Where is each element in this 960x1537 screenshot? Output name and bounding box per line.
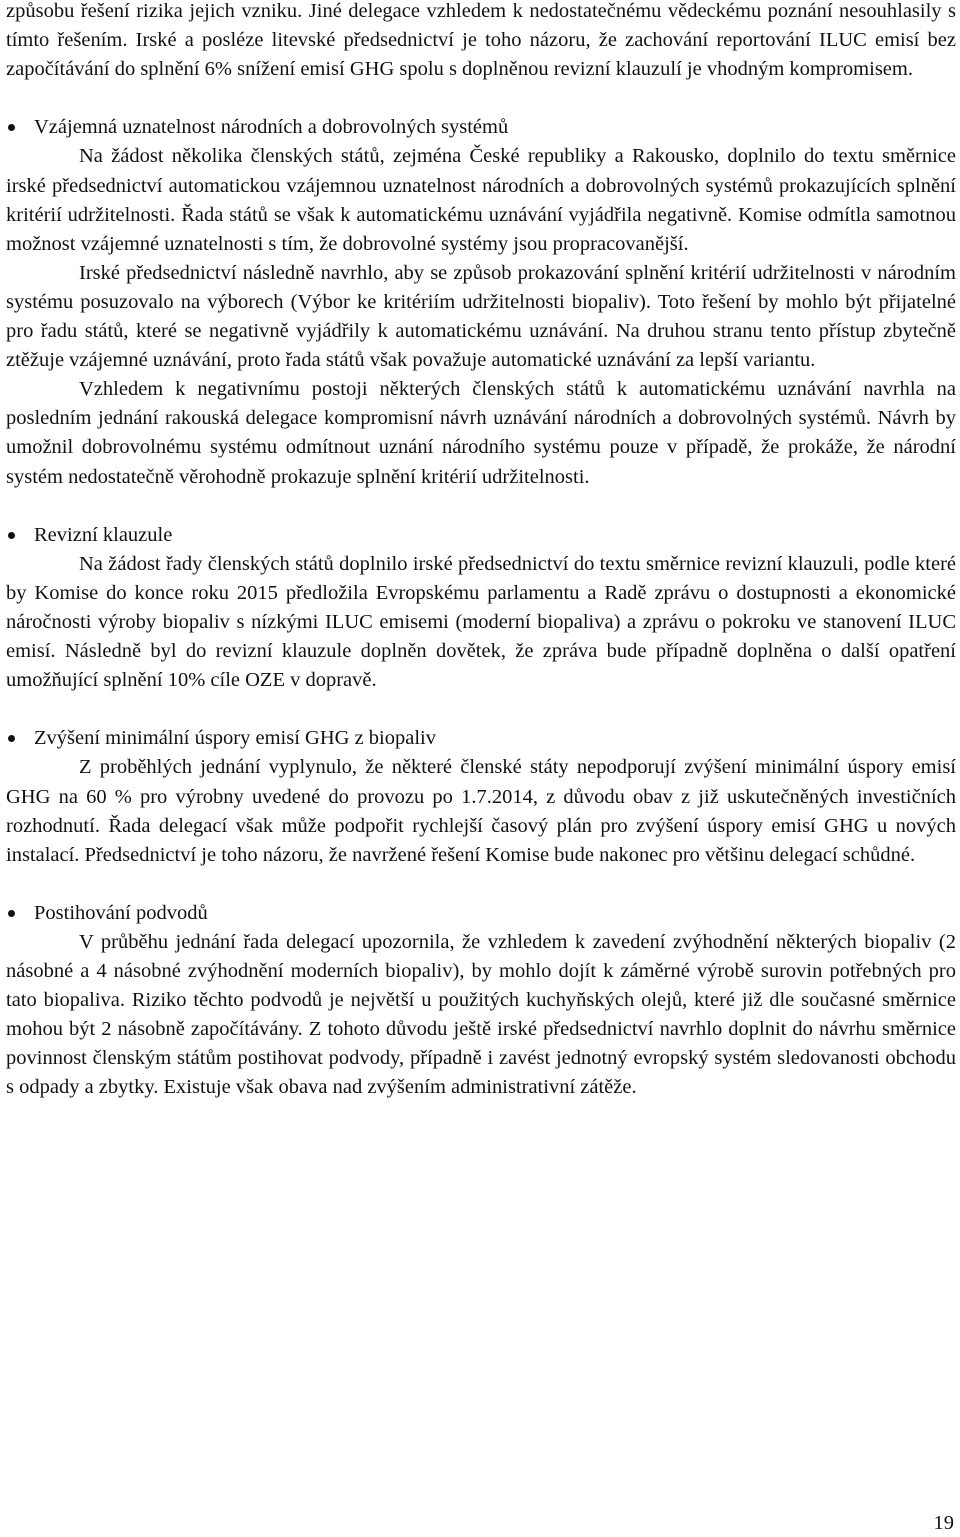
section-heading-text: Zvýšení minimální úspory emisí GHG z biopaliv [34, 727, 436, 750]
document-page [6, 0, 956, 1103]
page-number: 19 [933, 1512, 954, 1534]
intro-paragraph: způsobu řešení rizika jejich vzniku. Jiné delegace vzhledem k nedostatečnému vědeckému poznání nesouhlasily s tímto řešením. Irské a posléze litevské předsednictví je toho názoru, že zachování reportování ILUC emisí bez započítávání do splnění 6% snížení emisí GHG spolu s doplněnou revizní klauzulí je vhodným kompromisem. [6, 0, 956, 81]
section-paragraph: Na žádost několika členských států, zejména České republiky a Rakousko, doplnilo do textu směrnice irské předsednictví automatickou vzájemnou uznatelnost národních a dobrovolných systémů prokazujících splnění kritérií udržitelnosti. Řada států se však k automatickému uznávání vyjádřila negativně. Komise odmítla samotnou možnost vzájemné uznatelnosti s tím, že dobrovolné systémy jsou propracovanější. [6, 145, 956, 255]
section-heading-text: Postihování podvodů [34, 901, 208, 924]
section-heading-mutual-recognition [6, 113, 956, 142]
section-heading-fraud [6, 899, 956, 928]
section-paragraph: V průběhu jednání řada delegací upozornila, že vzhledem k zavedení zvýhodnění některých biopaliv (2 násobné a 4 násobné zvýhodnění moderních biopaliv), by mohlo dojít k záměrné výrobě surovin potřebných pro tato biopaliva. Riziko těchto podvodů je největší u použitých kuchyňských olejů, které již dle současné směrnice mohou být 2 násobně započítávány. Z tohoto důvodu ještě irské předsednictví navrhlo doplnit do návrhu směrnice povinnost členským státům postihovat podvody, případně i zavést jednotný evropský systém sledovanosti obchodu s odpady a zbytky. Existuje však obava nad zvýšením administrativní zátěže. [6, 931, 956, 1099]
section-heading-text: Revizní klauzule [34, 523, 173, 546]
section-heading-ghg-savings [6, 724, 956, 753]
section-paragraph: Irské předsednictví následně navrhlo, aby se způsob prokazování splnění kritérií udržitelnosti v národním systému posuzovalo na výborech (Výbor ke kritériím udržitelnosti biopaliv). Toto řešení by mohlo být přijatelné pro řadu států, které se negativně vyjádřily k automatickému uznávání. Na druhou stranu tento přístup zbytečně ztěžuje vzájemné uznávání, proto řada států však považuje automatické uznávání za lepší variantu. [6, 261, 956, 372]
section-paragraph: Z proběhlých jednání vyplynulo, že některé členské státy nepodporují zvýšení minimální úspory emisí GHG na 60 % pro výrobny uvedené do provozu po 1.7.2014, z důvodu obav z již uskutečněných investičních rozhodnutí. Řada delegací však může podpořit rychlejší časový plán pro zvýšení úspory emisí GHG u nových instalací. Předsednictví je toho názoru, že navržené řešení Komise bude nakonec pro většinu delegací schůdné. [6, 756, 956, 866]
section-heading-text: Vzájemná uznatelnost národních a dobrovolných systémů [34, 116, 509, 139]
section-paragraph: Na žádost řady členských států doplnilo irské předsednictví do textu směrnice revizní klauzuli, podle které by Komise do konce roku 2015 předložila Evropskému parlamentu a Radě zprávu o dostupnosti a ekonomické náročnosti výroby biopaliv s nízkými ILUC emisemi (moderní biopaliva) a zprávu o pokroku ve stanovení ILUC emisí. Následně byl do revizní klauzule doplněn dovětek, že zpráva bude případně doplněna o další opatření umožňující splnění 10% cíle OZE v dopravě. [6, 552, 956, 692]
section-paragraph: Vzhledem k negativnímu postoji některých členských států k automatickému uznávání navrhla na posledním jednání rakouská delegace kompromisní návrh uznávání národních a dobrovolných systémů. Návrh by umožnil dobrovolnému systému odmítnout uznání národního systému pouze v případě, že prokáže, že národní systém nedostatečně věrohodně prokazuje splnění kritérií udržitelnosti. [6, 378, 956, 488]
section-heading-revision-clause [6, 521, 956, 550]
